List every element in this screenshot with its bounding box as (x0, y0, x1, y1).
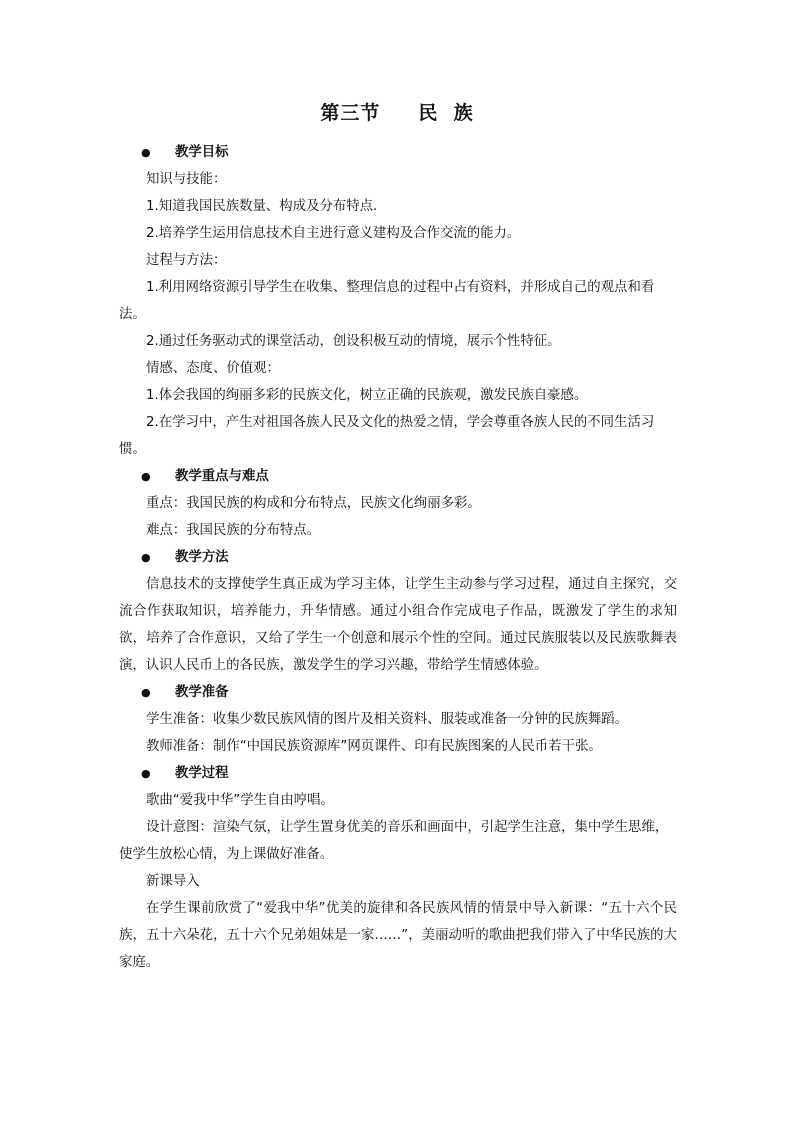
bullet-icon: ● (141, 767, 151, 780)
knowledge-item-2: 2.培养学生运用信息技术自主进行意义建构及合作交流的能力。 (146, 226, 521, 241)
section-heading-key-points (119, 463, 677, 490)
section-heading-text: 教学方法 (175, 550, 229, 565)
key-difficulty: 难点：我国民族的分布特点。 (146, 523, 321, 538)
intro-paragraph: 在学生课前欣赏了“爱我中华”优美的旋律和各民族风情的情景中导入新课：“五十六个民族，五十六朵花，五十六个兄弟姐妹是一家……”，美丽动听的歌曲把我们带入了中华民族的大家庭。 (119, 901, 677, 970)
bullet-icon: ● (141, 551, 151, 564)
design-intent-continued: 使学生放松心情，为上课做好准备。 (119, 847, 334, 862)
section-heading-preparation (119, 679, 677, 706)
knowledge-label: 知识与技能： (146, 172, 227, 187)
intro-label: 新课导入 (146, 874, 200, 889)
process-label: 过程与方法： (146, 253, 227, 268)
emotion-item-2: 2.在学习中，产生对祖国各族人民及文化的热爱之情，学会尊重各族人民的不同生活习 (146, 415, 655, 430)
document-body (119, 139, 677, 976)
song-line: 歌曲“爱我中华”学生自由哼唱。 (146, 793, 334, 808)
bullet-icon: ● (141, 686, 151, 699)
teacher-preparation: 教师准备：制作“中国民族资源库”网页课件、印有民族图案的人民币若干张。 (146, 739, 602, 754)
process-item-1-continued: 法。 (119, 307, 146, 322)
bullet-icon: ● (141, 146, 151, 159)
key-focus: 重点：我国民族的构成和分布特点，民族文化绚丽多彩。 (146, 496, 481, 511)
section-heading-objectives (119, 139, 677, 166)
section-heading-process (119, 760, 677, 787)
knowledge-item-1: 1.知道我国民族数量、构成及分布特点. (146, 199, 378, 214)
page-title: 第三节 民 族 (320, 102, 474, 124)
emotion-item-2-continued: 惯。 (119, 442, 146, 457)
section-heading-text: 教学重点与难点 (175, 469, 269, 484)
design-intent: 设计意图：渲染气氛，让学生置身优美的音乐和画面中，引起学生注意，集中学生思维， (146, 820, 669, 835)
section-heading-text: 教学过程 (175, 766, 229, 781)
bullet-icon: ● (141, 470, 151, 483)
section-heading-methods (119, 544, 677, 571)
emotion-item-1: 1.体会我国的绚丽多彩的民族文化，树立正确的民族观，激发民族自豪感。 (146, 388, 588, 403)
section-heading-text: 教学准备 (175, 685, 229, 700)
student-preparation: 学生准备：收集少数民族风情的图片及相关资料、服装或准备一分钟的民族舞蹈。 (146, 712, 629, 727)
emotion-label: 情感、态度、价值观： (146, 361, 280, 376)
section-heading-text: 教学目标 (175, 145, 229, 160)
methods-paragraph: 信息技术的支撑使学生真正成为学习主体，让学生主动参与学习过程，通过自主探究，交流合作获取知识，培养能力，升华情感。通过小组合作完成电子作品，既激发了学生的求知欲，培养了合作意识，又给了学生一个创意和展示个性的空间。通过民族服装以及民族歌舞表演，认识人民币上的各民族，激发学生的学习兴趣，带给学生情感体验。 (119, 577, 677, 673)
process-item-2: 2.通过任务驱动式的课堂活动，创设积极互动的情境，展示个性特征。 (146, 334, 561, 349)
process-item-1: 1.利用网络资源引导学生在收集、整理信息的过程中占有资料，并形成自己的观点和看 (146, 280, 655, 295)
